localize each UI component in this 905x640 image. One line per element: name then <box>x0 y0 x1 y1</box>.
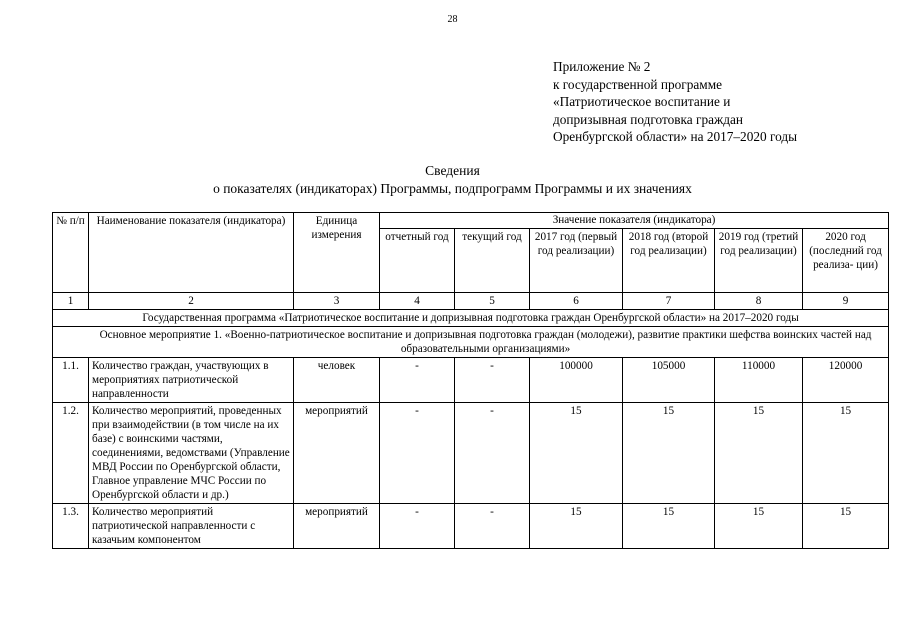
page-number: 28 <box>447 14 458 25</box>
indicator-name: Количество мероприятий, проведенных при взаимодействии (в том числе на их базе) с воинскими частями, соединениями, ведомствами (Управление МВД России по Оренбургской области, Главное управление МЧС России по Оренбургской области и др.) <box>89 403 294 504</box>
appendix-line: Оренбургской области» на 2017–2020 годы <box>553 129 798 144</box>
header-year: 2018 год (второй год реализации) <box>623 229 715 293</box>
program-title: Государственная программа «Патриотическое воспитание и допризывная подготовка граждан Оренбургской области» на 2017–2020 годы <box>53 310 889 327</box>
title-line-1: Сведения <box>425 163 480 178</box>
value-cell: - <box>455 403 530 504</box>
table-row <box>53 358 889 403</box>
value-cell: 15 <box>715 504 803 549</box>
value-cell: - <box>455 504 530 549</box>
column-number: 5 <box>455 293 530 310</box>
value-cell: 105000 <box>623 358 715 403</box>
value-cell: - <box>380 403 455 504</box>
indicator-name: Количество мероприятий патриотической направленности с казачьим компонентом <box>89 504 294 549</box>
header-year: 2017 год (первый год реализации) <box>530 229 623 293</box>
appendix-block <box>553 58 797 146</box>
value-cell: 15 <box>803 504 889 549</box>
value-cell: 100000 <box>530 358 623 403</box>
column-number: 4 <box>380 293 455 310</box>
table-row <box>53 504 889 549</box>
indicator-unit: человек <box>294 358 380 403</box>
header-year: 2020 год (последний год реализа- ции) <box>803 229 889 293</box>
indicator-unit: мероприятий <box>294 403 380 504</box>
value-cell: - <box>380 504 455 549</box>
appendix-line: допризывная подготовка граждан <box>553 111 743 127</box>
header-year: отчетный год <box>380 229 455 293</box>
value-cell: 15 <box>803 403 889 504</box>
column-number-row <box>53 293 889 310</box>
row-num: 1.3. <box>53 504 89 549</box>
column-number: 1 <box>53 293 89 310</box>
column-number: 8 <box>715 293 803 310</box>
title-line-2: о показателях (индикаторах) Программы, подпрограмм Программы и их значениях <box>213 181 692 196</box>
appendix-line: к государственной программе <box>553 76 723 92</box>
indicator-name: Количество граждан, участвующих в мероприятиях патриотической направленности <box>89 358 294 403</box>
header-year: 2019 год (третий год реализации) <box>715 229 803 293</box>
value-cell: 15 <box>715 403 803 504</box>
indicators-table <box>52 212 889 549</box>
row-num: 1.1. <box>53 358 89 403</box>
value-cell: 110000 <box>715 358 803 403</box>
appendix-line: Приложение № 2 <box>553 59 651 74</box>
value-cell: - <box>380 358 455 403</box>
header-year: текущий год <box>455 229 530 293</box>
row-num: 1.2. <box>53 403 89 504</box>
column-number: 9 <box>803 293 889 310</box>
value-cell: 120000 <box>803 358 889 403</box>
activity-title: Основное мероприятие 1. «Военно-патриотическое воспитание и допризывная подготовка граждан (молодежи), развитие практики шефства воинских частей над образовательными организациями» <box>53 327 889 358</box>
value-cell: 15 <box>530 403 623 504</box>
header-value-group: Значение показателя (индикатора) <box>380 213 889 229</box>
value-cell: 15 <box>530 504 623 549</box>
indicator-unit: мероприятий <box>294 504 380 549</box>
value-cell: 15 <box>623 403 715 504</box>
column-number: 3 <box>294 293 380 310</box>
column-number: 2 <box>89 293 294 310</box>
table-row <box>53 403 889 504</box>
value-cell: 15 <box>623 504 715 549</box>
program-row <box>53 310 889 327</box>
activity-row <box>53 327 889 358</box>
value-cell: - <box>455 358 530 403</box>
column-number: 7 <box>623 293 715 310</box>
appendix-line: «Патриотическое воспитание и <box>553 94 731 109</box>
header-num: № п/п <box>53 213 89 293</box>
header-unit: Единица измерения <box>294 213 380 293</box>
header-name: Наименование показателя (индикатора) <box>89 213 294 293</box>
document-title <box>0 162 905 198</box>
header-row-1 <box>53 213 889 229</box>
column-number: 6 <box>530 293 623 310</box>
